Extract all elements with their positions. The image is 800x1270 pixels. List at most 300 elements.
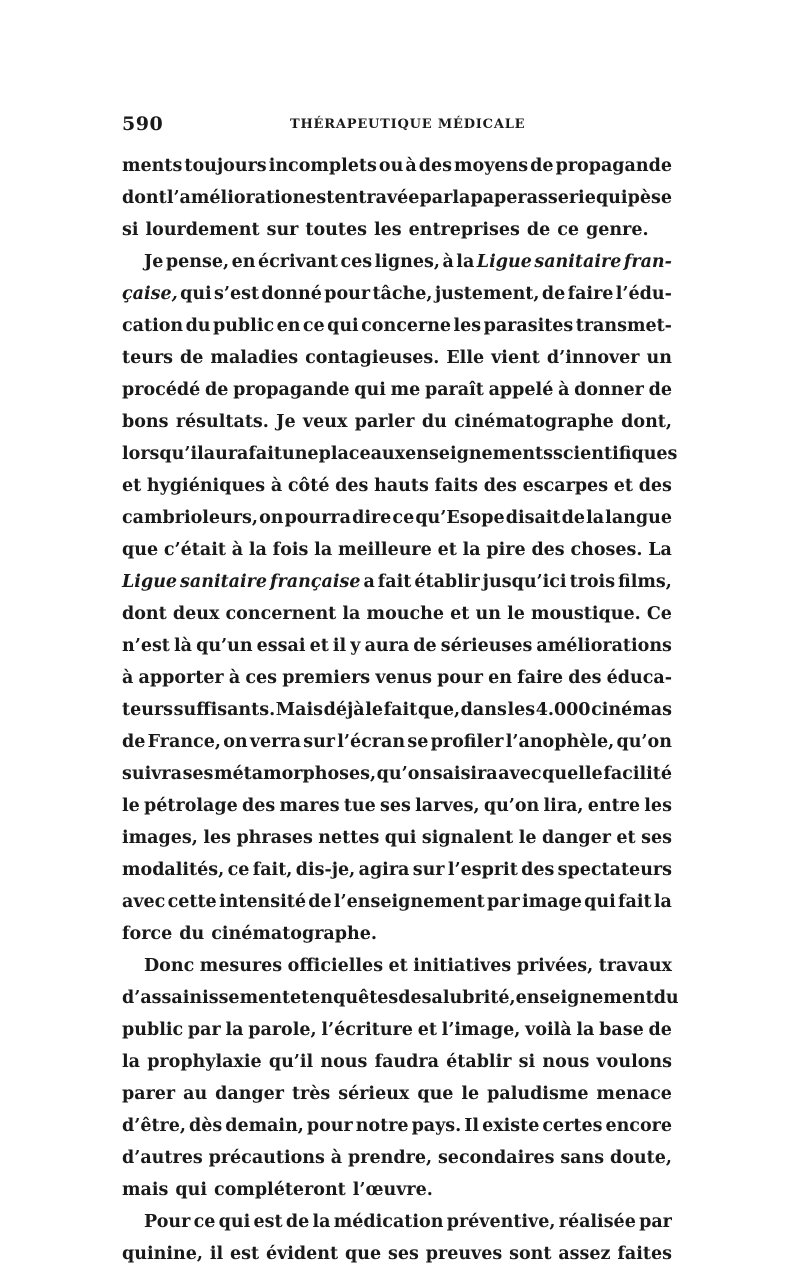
word: l’enseignement (333, 892, 485, 912)
word: à (231, 540, 244, 560)
word: justement, (434, 284, 540, 304)
text-line (122, 1078, 672, 1110)
word: les (453, 316, 482, 336)
word: mais (122, 1180, 169, 1200)
word: nous (542, 1052, 590, 1072)
word: dès (188, 1116, 223, 1136)
word: d’innover (546, 348, 640, 368)
word: Pour (144, 1212, 191, 1232)
word: qui (180, 284, 212, 304)
word: pour (306, 1116, 353, 1136)
word: escarpes (522, 476, 609, 496)
word: et (613, 476, 633, 496)
word: l’amélioration (166, 188, 306, 208)
word: essai (256, 636, 306, 656)
word: très (291, 1084, 331, 1104)
word: que, (417, 700, 461, 720)
word: est (230, 1244, 260, 1264)
word: certes (542, 1116, 603, 1136)
word: ments (122, 156, 183, 176)
word: l’édu- (615, 284, 672, 304)
word: enseignement (515, 988, 654, 1008)
word: dont (122, 188, 167, 208)
word: un (646, 348, 672, 368)
word: faire (567, 284, 614, 304)
word: faudra (374, 1052, 439, 1072)
word: du (653, 988, 679, 1008)
text-line (122, 598, 672, 630)
word: nettes (318, 828, 380, 848)
word: aura (364, 636, 410, 656)
word: moustique. (531, 604, 641, 624)
word: moyens (454, 156, 529, 176)
word: nous (320, 1052, 368, 1072)
word: le (365, 700, 384, 720)
word: qu’on (483, 796, 540, 816)
word: l’anophèle, (505, 732, 615, 752)
word: paraît (424, 380, 484, 400)
word: résultats. (175, 412, 269, 432)
word: ce (227, 860, 250, 880)
page-number: 590 (122, 113, 164, 135)
word: lourdement (145, 220, 260, 240)
word: d’autres (122, 1148, 203, 1168)
word: preuves (425, 1244, 503, 1264)
word: ce (193, 1212, 216, 1232)
word: force (122, 924, 173, 944)
word: modalités, (122, 860, 225, 880)
word: langue (605, 508, 672, 528)
text-line (122, 1238, 672, 1270)
word: le (507, 604, 525, 624)
word: prophylaxie (147, 1052, 262, 1072)
word: le (518, 828, 537, 848)
word: qu’on (376, 764, 433, 784)
word: public (212, 316, 275, 336)
italic-word: fran- (623, 252, 672, 272)
word: les (203, 828, 231, 848)
word: entravée (334, 188, 420, 208)
word: disait (505, 508, 561, 528)
word: avec (498, 764, 542, 784)
word: facilité (603, 764, 672, 784)
word: l’image, (441, 1020, 521, 1040)
word: du (421, 412, 447, 432)
word: ses (380, 796, 411, 816)
word: hygiéniques (146, 476, 266, 496)
word: de (398, 988, 422, 1008)
italic-word: sanitaire (534, 252, 622, 272)
word: de (526, 220, 551, 240)
word: donner (574, 380, 644, 400)
word: le (122, 796, 140, 816)
word: ces (245, 668, 278, 688)
word: se (407, 732, 429, 752)
word: pire (486, 540, 526, 560)
word: et (122, 476, 142, 496)
word: de (308, 892, 332, 912)
word: lorsqu’il (122, 444, 204, 464)
word: privées, (516, 956, 594, 976)
word: côté (287, 476, 330, 496)
body-text (122, 150, 679, 1270)
word: fois (272, 540, 309, 560)
text-line (122, 822, 672, 854)
text-line (122, 1142, 672, 1174)
word: concernent (225, 604, 337, 624)
word: par (486, 892, 520, 912)
word: à (442, 252, 454, 272)
word: profiler (430, 732, 504, 752)
word: et (388, 956, 408, 976)
word: dont (122, 604, 167, 624)
word: médication (333, 1212, 444, 1232)
word: teurs (122, 700, 174, 720)
word: tue (343, 796, 376, 816)
text-line (122, 662, 672, 694)
word: jusqu’ici (482, 572, 567, 592)
word: des (638, 476, 672, 496)
word: qu’il (268, 1052, 314, 1072)
word: enseignements (405, 444, 553, 464)
word: sérieux (338, 1084, 410, 1104)
text-line (122, 1014, 672, 1046)
word: que (122, 540, 159, 560)
word: l’écran (337, 732, 406, 752)
word: Ce (646, 604, 672, 624)
text-line (122, 694, 672, 726)
word: qui (354, 380, 386, 400)
word: assez (558, 1244, 611, 1264)
word: aura (203, 444, 249, 464)
word: c’était (163, 540, 226, 560)
word: faites (617, 1244, 672, 1264)
word: d’être, (122, 1116, 186, 1136)
word: quelle (542, 764, 603, 784)
word: des (335, 476, 369, 496)
word: fait (377, 572, 412, 592)
word: faire (517, 668, 564, 688)
word: maladies (210, 348, 299, 368)
word: fait (618, 892, 652, 912)
word: établir (446, 1052, 512, 1072)
word: danger (542, 828, 611, 848)
word: à (228, 668, 241, 688)
word: paperasserie (470, 188, 596, 208)
word: genre. (586, 220, 649, 240)
word: deux (172, 604, 220, 624)
word: phrases (236, 828, 313, 848)
word: pense, (165, 252, 230, 272)
word: a (363, 572, 375, 592)
word: est (253, 1212, 283, 1232)
word: Elle (446, 348, 485, 368)
word: donné (261, 284, 322, 304)
word: saisira (432, 764, 498, 784)
word: sur (266, 220, 299, 240)
word: images, (122, 828, 198, 848)
word: cinémas (591, 700, 672, 720)
word: pourra (284, 508, 351, 528)
text-line (122, 150, 672, 182)
word: qui (584, 892, 616, 912)
text-line (122, 342, 672, 374)
word: cinématographe. (211, 924, 377, 944)
word: initiatives (413, 956, 512, 976)
word: entre (587, 796, 641, 816)
text-line (122, 886, 672, 918)
text-line (122, 470, 672, 502)
word: Mais (275, 700, 323, 720)
word: hauts (374, 476, 429, 496)
text-line (122, 758, 672, 790)
text-line (122, 950, 672, 982)
word: incomplets (268, 156, 377, 176)
word: choses. (570, 540, 643, 560)
word: il (209, 1244, 224, 1264)
word: films, (618, 572, 672, 592)
word: verra (249, 732, 301, 752)
word: en (231, 252, 256, 272)
word: apporter (138, 668, 224, 688)
word: de (205, 380, 229, 400)
italic-word: Ligue (476, 252, 532, 272)
word: n’est (122, 636, 170, 656)
text-line (122, 502, 672, 534)
word: d’assainissement (122, 988, 291, 1008)
word: des (418, 156, 452, 176)
text-line (122, 918, 672, 950)
word: de (561, 508, 585, 528)
word: tâche, (372, 284, 433, 304)
page-header (122, 113, 682, 141)
word: fait (248, 444, 282, 464)
text-line (122, 982, 679, 1014)
word: propagande (555, 156, 672, 176)
text-line (122, 438, 678, 470)
word: place (318, 444, 371, 464)
word: cette (167, 892, 217, 912)
word: pour (324, 284, 371, 304)
word: suivra (122, 764, 182, 784)
word: de (648, 380, 672, 400)
word: la (586, 508, 605, 528)
word: doute, (610, 1148, 672, 1168)
word: la (225, 1020, 244, 1040)
word: pays. (411, 1116, 462, 1136)
word: des (483, 476, 517, 496)
word: paludisme (487, 1084, 589, 1104)
word: venus (375, 668, 432, 688)
text-line (122, 630, 672, 662)
word: les (373, 220, 402, 240)
word: toujours (184, 156, 267, 176)
word: base (599, 1020, 644, 1040)
word: la (248, 540, 267, 560)
word: les (507, 700, 536, 720)
word: des (568, 668, 602, 688)
word: on (223, 732, 248, 752)
word: dis-je, (295, 860, 356, 880)
word: danger (215, 1084, 285, 1104)
text-line (122, 1110, 672, 1142)
word: officielles (287, 956, 384, 976)
word: sur (303, 732, 336, 752)
word: une (281, 444, 319, 464)
word: spectateurs (557, 860, 672, 880)
word: et (309, 636, 329, 656)
word: cinématographe (454, 412, 614, 432)
word: de (180, 348, 204, 368)
word: ce (302, 316, 325, 336)
word: la (576, 1020, 595, 1040)
word: en (488, 668, 512, 688)
word: dont, (621, 412, 672, 432)
word: pétrolage (144, 796, 238, 816)
italic-word: française (270, 572, 361, 592)
word: si (518, 1052, 536, 1072)
word: lira, (543, 796, 584, 816)
word: éduca- (606, 668, 672, 688)
word: parer (122, 1084, 176, 1104)
word: si (122, 220, 139, 240)
word: image (522, 892, 582, 912)
word: fait (383, 700, 418, 720)
word: précautions (208, 1148, 325, 1168)
word: la (122, 1052, 140, 1072)
word: du (185, 316, 211, 336)
word: établir (414, 572, 480, 592)
word: parole, (248, 1020, 317, 1040)
word: mouche (366, 604, 444, 624)
word: la (653, 892, 672, 912)
word: agira (358, 860, 410, 880)
text-line (122, 278, 672, 310)
word: y (350, 636, 361, 656)
word: l’œuvre. (352, 1180, 433, 1200)
text-line (122, 790, 672, 822)
word: dire (352, 508, 392, 528)
word: signalent (421, 828, 514, 848)
word: qu’Esope (415, 508, 505, 528)
word: encore (605, 1116, 672, 1136)
word: qui (595, 188, 628, 208)
word: veux (302, 412, 348, 432)
word: de (648, 1020, 672, 1040)
word: lignes, (374, 252, 440, 272)
word: intensité (218, 892, 306, 912)
text-line (122, 1206, 672, 1238)
word: la (462, 540, 481, 560)
word: enquêtes (309, 988, 399, 1008)
word: que (345, 1244, 382, 1264)
word: et (290, 988, 310, 1008)
word: il (332, 636, 347, 656)
word: cambrioleurs, (122, 508, 258, 528)
word: au (183, 1084, 208, 1104)
word: qui (175, 1180, 207, 1200)
word: le (461, 1084, 480, 1104)
word: quinine, (122, 1244, 203, 1264)
word: par (187, 1020, 221, 1040)
word: prendre, (348, 1148, 433, 1168)
word: de (122, 732, 146, 752)
word: notre (355, 1116, 409, 1136)
word: parler (354, 412, 415, 432)
word: on (259, 508, 284, 528)
word: voilà (525, 1020, 572, 1040)
word: améliorations (536, 636, 672, 656)
text-line (122, 566, 672, 598)
word: préventive, (446, 1212, 556, 1232)
word: un (475, 604, 501, 624)
word: secondaires (437, 1148, 555, 1168)
word: les (644, 796, 672, 816)
word: par (419, 188, 453, 208)
italic-word: çaise, (122, 284, 178, 304)
word: parasites (483, 316, 574, 336)
word: à (405, 156, 417, 176)
word: qu’un (196, 636, 253, 656)
word: l’écriture (321, 1020, 413, 1040)
word: toutes (305, 220, 367, 240)
word: sur (412, 860, 445, 880)
word: réalisée (558, 1212, 636, 1232)
word: dans (460, 700, 507, 720)
word: mesures (199, 956, 283, 976)
text-line (122, 726, 672, 758)
word: compléteront (213, 1180, 346, 1200)
word: écrivant (257, 252, 338, 272)
word: propagande (233, 380, 350, 400)
italic-word: sanitaire (180, 572, 268, 592)
word: Je (144, 252, 164, 272)
running-head: THÉRAPEUTIQUE MÉDICALE (290, 117, 526, 132)
word: qui (384, 828, 417, 848)
word: scientifiques (553, 444, 678, 464)
word: La (648, 540, 672, 560)
word: et (616, 828, 636, 848)
word: contagieuses. (305, 348, 440, 368)
word: que (417, 1084, 454, 1104)
word: de (413, 636, 437, 656)
word: meilleure (337, 540, 432, 560)
word: concerne (361, 316, 452, 336)
word: ce (557, 220, 580, 240)
word: appelé (488, 380, 554, 400)
text-line (122, 534, 672, 566)
word: l’esprit (447, 860, 518, 880)
word: à (270, 476, 283, 496)
word: et (417, 1020, 437, 1040)
word: aux (370, 444, 406, 464)
word: fait, (252, 860, 293, 880)
word: des (521, 860, 555, 880)
word: pèse (627, 188, 672, 208)
word: ce (392, 508, 415, 528)
word: évident (265, 1244, 339, 1264)
text-line (122, 854, 672, 886)
text-line (122, 246, 672, 278)
word: sérieuses (440, 636, 533, 656)
word: Je (276, 412, 296, 432)
word: métamorphoses, (214, 764, 377, 784)
word: voulons (596, 1052, 672, 1072)
word: travaux (598, 956, 672, 976)
word: demain, (225, 1116, 304, 1136)
word: avec (122, 892, 166, 912)
word: la (456, 252, 475, 272)
